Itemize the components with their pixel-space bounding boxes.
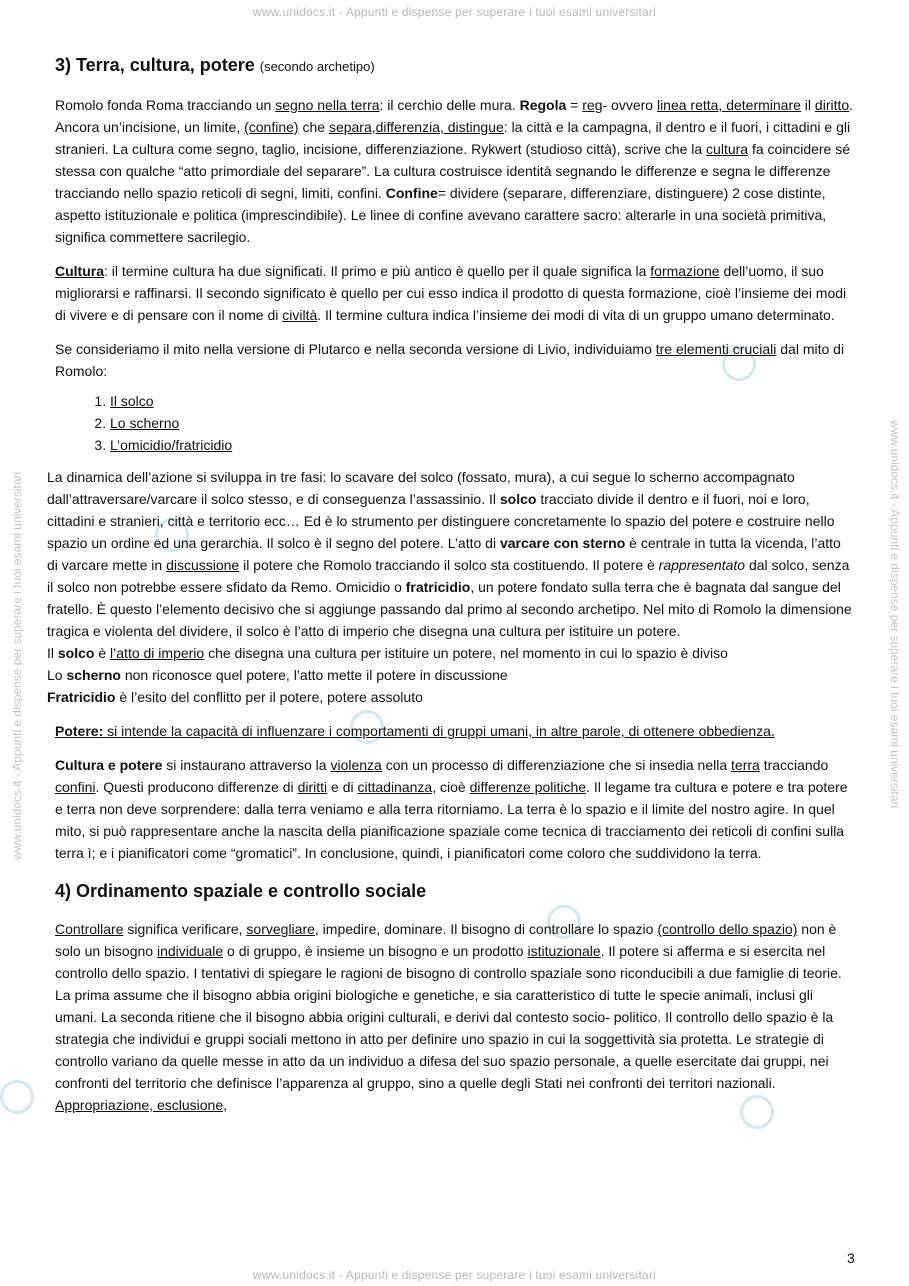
text: Lo [47,667,67,683]
underlined-term: istituzionale [527,943,601,959]
text: fa coincidere sé stessa con qualche “atto primordiale del separare”. La cultura costruisce identità segnando le differenze e segna le differenze tracciando nello spazio reticoli di segni, limiti, confini. [55,141,851,201]
italic-term: rappresentato [658,557,746,573]
text: il potere che Romolo tracciando il solco sta costituendo. Il potere è [239,557,659,573]
text: che [298,119,329,135]
text: : il termine cultura ha due significati. Il primo e più antico è quello per il quale significa la [104,263,651,279]
text: dell’uomo, il suo migliorarsi e raffinarsi. Il secondo significato è quello per cui esso indica il prodotto di questa formazione, cioè l’insieme dei modi di vivere e di pensare con il nome di [55,263,847,323]
underlined-term: individuale [156,943,224,959]
text: . Il termine cultura indica l’insieme dei modi di vita di un gruppo umano determinato. [317,307,835,323]
underlined-term: segno nella terra [275,97,380,113]
text: si instaurano attraverso la [162,757,331,773]
section-3-subtitle: (secondo archetipo) [259,59,375,74]
text: , cioè [432,779,470,795]
bold-term: Cultura e potere [55,757,163,773]
underlined-term: confini [55,779,96,795]
text: Il [47,645,58,661]
underlined-term: terra [731,757,760,773]
underlined-term: linea retta, determinare [656,97,801,113]
section-3-heading [55,52,855,80]
underlined-term: civiltà [282,307,318,323]
underlined-term: diritto [814,97,850,113]
underlined-term: Controllare [55,921,124,937]
text: . Ancora un’incisione, un limite, [55,97,854,135]
text: = dividere (separare, differenziare, distinguere) 2 cose distinte, aspetto istituzionale e politica (imprescindibile). Le linee di confine avevano carattere sacro: alterarle in una società primitiva, significa commettere sacrilegio. [55,185,827,245]
text: , impedire, dominare. Il bisogno di controllare lo spazio [314,921,658,937]
text: , un potere fondato sulla terra che è bagnata dal sangue del fratello. È questo l’elemento decisivo che si aggiunge passando dal primo al secondo archetipo. Nel mito di Romolo la dimensione tragica e violenta del dividere, il solco è l’atto di imperio che disegna una cultura per istituire un potere. [47,579,852,639]
bold-term: Regola [519,97,567,113]
section-3-title: 3) Terra, cultura, potere [55,55,255,75]
watermark-right: www.unidocs.it - Appunti e dispense per superare i tuoi esami universitari [888,420,902,809]
text: dal mito di Romolo: [55,341,845,379]
bold-term: solco [499,491,537,507]
paragraph-controllo [55,918,855,1116]
text: e di [327,779,358,795]
text: è [94,645,111,661]
underlined-term: (confine) [244,119,299,135]
text: : il cerchio delle mura. [379,97,520,113]
text: non è solo un bisogno [55,921,837,959]
text: o di gruppo, è insieme un bisogno e un prodotto [223,943,528,959]
watermark-left: www.unidocs.it - Appunti e dispense per superare i tuoi esami universitari [10,471,24,860]
bold-term: Potere: [55,723,104,739]
paragraph-potere [55,720,855,742]
text: Se consideriamo il mito nella versione di Plutarco e nella seconda versione di Livio, individuiamo [55,341,656,357]
watermark-bottom: www.unidocs.it - Appunti e dispense per superare i tuoi esami universitari [253,1268,656,1282]
text: Romolo fonda Roma tracciando un [55,97,276,113]
text: . Questi producono differenze di [95,779,298,795]
text: è l’esito del conflitto per il potere, potere assoluto [115,689,423,705]
underlined-term: differenze politiche [469,779,587,795]
text: dal solco, senza il solco non potrebbe essere sfidato da Remo. Omicidio o [47,557,850,595]
text: significa verificare, [123,921,247,937]
underlined-term: l’atto di imperio [110,645,205,661]
underlined-term: reg [582,97,603,113]
paragraph-cultura-potere [55,754,855,864]
document-body [47,52,855,1128]
paragraph-mito [55,338,855,382]
text: . Il legame tra cultura e potere e tra potere e terra non deve sorprendere: dalla terra veniamo e alla terra ritorniamo. La terra è lo spazio e il limite del nostro agire. In quel mito, si può rappresentare anche la nascita della pianificazione spaziale come tecnica di tracciamento dei reticoli di confini sulla terra ì; e i pianificatori come “gromatici”. In conclusione, quindi, i pianificatori come coloro che suddividono la terra. [55,779,848,861]
bold-term: fratricidio [405,579,471,595]
list-item: 1. Il solco [110,390,855,412]
bold-term: scherno [66,667,121,683]
section-4-heading: 4) Ordinamento spaziale e controllo sociale [55,881,427,901]
underlined-term: Appropriazione, esclusione, [55,1097,227,1113]
bold-term: varcare con sterno [499,535,626,551]
underlined-term: formazione [650,263,720,279]
text: : la città e la campagna, il dentro e il fuori, i cittadini e gli stranieri. La cultura come segno, taglio, incisione, differenziazione. Rykwert (studioso città), scrive che la [55,119,851,157]
text: il [800,97,815,113]
bold-term: Cultura [55,263,104,279]
paragraph-dinamica [47,466,855,708]
text: è centrale in tutta la vicenda, l’atto di varcare mette in [47,535,841,573]
underlined-term: separa,differenzia, distingue [328,119,504,135]
bold-term: Confine [385,185,438,201]
text: = [566,97,583,113]
text: non riconosce quel potere, l’atto mette il potere in discussione [120,667,508,683]
bold-term: Fratricidio [47,689,116,705]
underlined-term: tre elementi cruciali [655,341,777,357]
text: con un processo di differenziazione che si insedia nella [381,757,732,773]
paragraph-cultura [55,260,855,326]
watermark-logo-icon [0,1080,34,1114]
watermark-top: www.unidocs.it - Appunti e dispense per superare i tuoi esami universitari [253,5,656,19]
text: si intende la capacità di influenzare i comportamenti di gruppi umani, in altre parole, di ottenere obbedienza. [103,723,775,739]
text: La dinamica dell’azione si sviluppa in tre fasi: lo scavare del solco (fossato, mura), a cui segue lo scherno accompagnato dall’attraversare/varcare il solco stesso, e di conseguenza l’assassinio. Il [47,469,795,507]
text: che disegna una cultura per istituire un potere, nel momento in cui lo spazio è diviso [204,645,728,661]
underlined-term: (controllo dello spazio) [657,921,798,937]
list-item: 3. L’omicidio/fratricidio [110,434,855,456]
text: tracciando [759,757,829,773]
text: . Il potere si afferma e si esercita nel controllo dello spazio. I tentativi di spiegare le ragioni de bisogno di controllo spaziale sono riconducibili a due famiglie di teorie. La prima assume che il bisogno abbia origini biologiche e genetiche, e sia caratteristico di tutte le specie animali, inclusi gli umani. La seconda ritiene che il bisogno abbia origini culturali, e derivi dal contesto socio- politico. Il controllo dello spazio è la strategia che individui e gruppi sociali mettono in atto per definire uno spazio in cui la soggettività sia protetta. Le strategie di controllo variano da quelle messe in atto da un individuo a difesa del suo spazio personale, a quelle esercitate dai gruppi, nei confronti del territorio che definisce l’apparenza al gruppo, sino a quelle degli Stati nei confronti dei territori nazionali. [55,943,842,1091]
underlined-term: diritti [297,779,328,795]
text: - ovvero [602,97,657,113]
underlined-term: cittadinanza [357,779,433,795]
underlined-term: violenza [330,757,382,773]
page-number: 3 [847,1250,855,1266]
underlined-term: sorvegliare [246,921,315,937]
text: tracciato divide il dentro e il fuori, noi e loro, cittadini e stranieri, città e territorio ecc… Ed è lo strumento per distinguere concretamente lo spazio del potere e costruire nello spazio un ordine ed una gerarchia. Il solco è il segno del potere. L’atto di [47,491,835,551]
paragraph-romolo [55,94,855,248]
elements-list [55,390,855,456]
underlined-term: cultura [706,141,749,157]
underlined-term: discussione [166,557,240,573]
bold-term: solco [57,645,95,661]
list-item: 2. Lo scherno [110,412,855,434]
